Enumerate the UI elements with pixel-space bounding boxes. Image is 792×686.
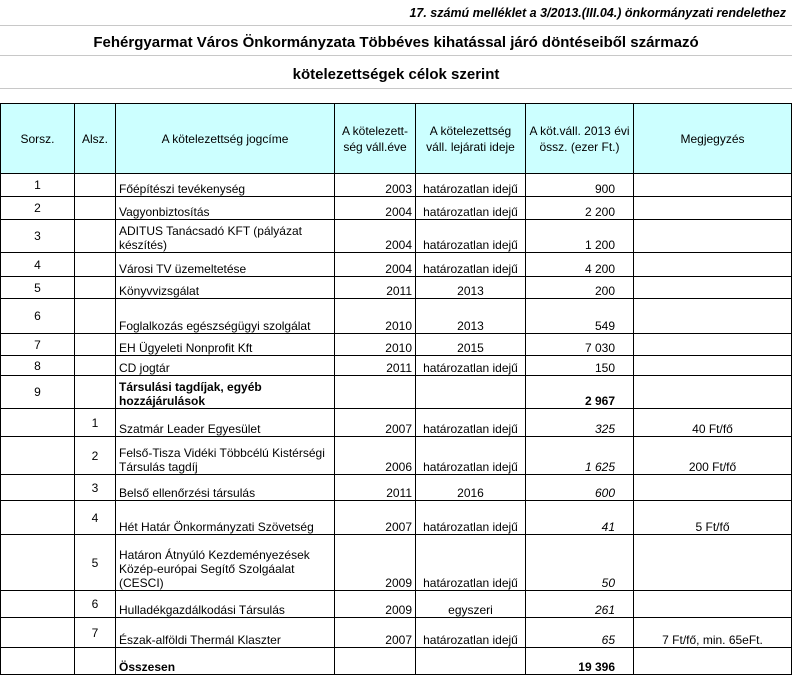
cell-lejarat: 2013 — [416, 299, 526, 334]
cell-jogcim: Belső ellenőrzési társulás — [116, 475, 335, 501]
cell-osszeg: 65 — [526, 618, 634, 648]
cell-jogcim: Szatmár Leader Egyesület — [116, 409, 335, 437]
cell-vall-eve: 2011 — [335, 277, 416, 299]
cell-alsz: 4 — [75, 501, 116, 535]
cell-vall-eve — [335, 376, 416, 409]
cell-lejarat: 2016 — [416, 475, 526, 501]
cell-osszeg: 41 — [526, 501, 634, 535]
cell-lejarat: határozatlan idejű — [416, 501, 526, 535]
table-row — [1, 220, 792, 253]
row-divider — [0, 25, 792, 26]
cell-alsz — [75, 174, 116, 197]
cell-vall-eve: 2007 — [335, 409, 416, 437]
annex-note-italic: 17. számú melléklet a 3/2013.(III.04.) — [409, 6, 622, 20]
cell-osszeg: 2 967 — [526, 376, 634, 409]
cell-jogcim: Főépítészi tevékenység — [116, 174, 335, 197]
cell-empty — [75, 648, 116, 675]
cell-sorsz — [1, 475, 75, 501]
cell-sorsz: 7 — [1, 334, 75, 356]
total-row — [1, 648, 792, 675]
cell-sorsz — [1, 591, 75, 618]
table-row — [1, 334, 792, 356]
cell-sorsz: 9 — [1, 376, 75, 409]
cell-vall-eve: 2004 — [335, 253, 416, 277]
cell-megjegyzes: 5 Ft/fő — [634, 501, 792, 535]
cell-alsz — [75, 253, 116, 277]
table-row — [1, 591, 792, 618]
cell-vall-eve: 2007 — [335, 501, 416, 535]
cell-megjegyzes — [634, 475, 792, 501]
cell-lejarat: határozatlan idejű — [416, 409, 526, 437]
cell-alsz: 1 — [75, 409, 116, 437]
cell-vall-eve: 2011 — [335, 356, 416, 376]
cell-vall-eve: 2006 — [335, 437, 416, 475]
cell-sorsz: 3 — [1, 220, 75, 253]
cell-vall-eve: 2010 — [335, 334, 416, 356]
cell-alsz: 3 — [75, 475, 116, 501]
cell-sorsz — [1, 535, 75, 591]
cell-sorsz: 1 — [1, 174, 75, 197]
table-row — [1, 409, 792, 437]
table-row — [1, 277, 792, 299]
header-osszeg: A köt.váll. 2013 évi össz. (ezer Ft.) — [526, 104, 634, 174]
cell-sorsz — [1, 437, 75, 475]
header-vall-eve: A kötelezett-ség váll.éve — [335, 104, 416, 174]
cell-megjegyzes — [634, 591, 792, 618]
table-row — [1, 475, 792, 501]
page-subtitle: kötelezettségek célok szerint — [292, 66, 500, 83]
header-alsz: Alsz. — [75, 104, 116, 174]
cell-osszeg: 549 — [526, 299, 634, 334]
cell-empty — [634, 648, 792, 675]
table-row — [1, 535, 792, 591]
cell-jogcim: Foglalkozás egészségügyi szolgálat — [116, 299, 335, 334]
cell-lejarat: határozatlan idejű — [416, 253, 526, 277]
cell-sorsz — [1, 618, 75, 648]
total-label: Összesen — [116, 648, 335, 675]
row-divider — [0, 55, 792, 56]
cell-osszeg: 1 625 — [526, 437, 634, 475]
cell-jogcim: Hulladékgazdálkodási Társulás — [116, 591, 335, 618]
table-row — [1, 253, 792, 277]
cell-megjegyzes: 200 Ft/fő — [634, 437, 792, 475]
cell-megjegyzes — [634, 356, 792, 376]
cell-megjegyzes — [634, 299, 792, 334]
cell-sorsz: 6 — [1, 299, 75, 334]
cell-osszeg: 200 — [526, 277, 634, 299]
cell-vall-eve: 2010 — [335, 299, 416, 334]
cell-alsz — [75, 376, 116, 409]
cell-lejarat: egyszeri — [416, 591, 526, 618]
cell-megjegyzes — [634, 220, 792, 253]
cell-megjegyzes — [634, 197, 792, 220]
cell-lejarat: határozatlan idejű — [416, 356, 526, 376]
cell-lejarat: határozatlan idejű — [416, 618, 526, 648]
cell-vall-eve: 2004 — [335, 197, 416, 220]
cell-jogcim: EH Ügyeleti Nonprofit Kft — [116, 334, 335, 356]
cell-alsz — [75, 220, 116, 253]
cell-osszeg: 50 — [526, 535, 634, 591]
cell-osszeg: 4 200 — [526, 253, 634, 277]
cell-vall-eve: 2009 — [335, 591, 416, 618]
cell-osszeg: 7 030 — [526, 334, 634, 356]
cell-jogcim: Felső-Tisza Vidéki Többcélú Kistérségi Társulás tagdíj — [116, 437, 335, 475]
cell-jogcim: Társulási tagdíjak, egyéb hozzájárulások — [116, 376, 335, 409]
cell-lejarat: határozatlan idejű — [416, 174, 526, 197]
cell-osszeg: 2 200 — [526, 197, 634, 220]
cell-sorsz: 8 — [1, 356, 75, 376]
cell-jogcim: Városi TV üzemeltetése — [116, 253, 335, 277]
header-megjegyzes: Megjegyzés — [634, 104, 792, 174]
annex-note — [0, 0, 786, 24]
cell-vall-eve: 2007 — [335, 618, 416, 648]
cell-jogcim: Vagyonbiztosítás — [116, 197, 335, 220]
row-divider — [0, 88, 792, 89]
cell-empty — [1, 648, 75, 675]
annex-note-rest: önkormányzati rendelethez — [621, 6, 786, 20]
cell-alsz: 7 — [75, 618, 116, 648]
cell-jogcim: Könyvvizsgálat — [116, 277, 335, 299]
cell-vall-eve: 2003 — [335, 174, 416, 197]
cell-alsz — [75, 277, 116, 299]
cell-sorsz — [1, 409, 75, 437]
header-jogcim: A kötelezettség jogcíme — [116, 104, 335, 174]
cell-lejarat: határozatlan idejű — [416, 220, 526, 253]
table-row — [1, 437, 792, 475]
cell-lejarat: határozatlan idejű — [416, 197, 526, 220]
cell-alsz — [75, 299, 116, 334]
cell-jogcim: ADITUS Tanácsadó KFT (pályázat készítés) — [116, 220, 335, 253]
cell-jogcim: Észak-alföldi Thermál Klaszter — [116, 618, 335, 648]
cell-sorsz — [1, 501, 75, 535]
cell-alsz: 6 — [75, 591, 116, 618]
total-osszeg: 19 396 — [526, 648, 634, 675]
table-row — [1, 618, 792, 648]
cell-alsz: 5 — [75, 535, 116, 591]
cell-vall-eve: 2009 — [335, 535, 416, 591]
cell-megjegyzes — [634, 277, 792, 299]
table-row — [1, 501, 792, 535]
cell-jogcim: CD jogtár — [116, 356, 335, 376]
cell-lejarat — [416, 376, 526, 409]
cell-lejarat: 2015 — [416, 334, 526, 356]
cell-osszeg: 325 — [526, 409, 634, 437]
cell-empty — [416, 648, 526, 675]
cell-lejarat: határozatlan idejű — [416, 437, 526, 475]
cell-osszeg: 600 — [526, 475, 634, 501]
cell-sorsz: 5 — [1, 277, 75, 299]
cell-megjegyzes — [634, 253, 792, 277]
cell-alsz — [75, 197, 116, 220]
cell-osszeg: 261 — [526, 591, 634, 618]
cell-vall-eve: 2011 — [335, 475, 416, 501]
cell-megjegyzes — [634, 334, 792, 356]
cell-megjegyzes: 7 Ft/fő, min. 65eFt. — [634, 618, 792, 648]
table-row — [1, 174, 792, 197]
table-row — [1, 299, 792, 334]
cell-osszeg: 150 — [526, 356, 634, 376]
cell-osszeg: 1 200 — [526, 220, 634, 253]
cell-sorsz: 2 — [1, 197, 75, 220]
cell-vall-eve: 2004 — [335, 220, 416, 253]
page-title: Fehérgyarmat Város Önkormányzata Többéves kihatással járó döntéseiből származó — [93, 34, 699, 51]
cell-megjegyzes — [634, 376, 792, 409]
cell-lejarat: 2013 — [416, 277, 526, 299]
obligations-table — [0, 103, 792, 675]
table-header-row — [1, 104, 792, 174]
cell-alsz — [75, 356, 116, 376]
cell-jogcim: Hét Határ Önkormányzati Szövetség — [116, 501, 335, 535]
cell-empty — [335, 648, 416, 675]
cell-alsz — [75, 334, 116, 356]
cell-sorsz: 4 — [1, 253, 75, 277]
cell-alsz: 2 — [75, 437, 116, 475]
table-row — [1, 376, 792, 409]
cell-jogcim: Határon Átnyúló Kezdeményezések Közép-európai Segítő Szolgáalat (CESCI) — [116, 535, 335, 591]
cell-megjegyzes: 40 Ft/fő — [634, 409, 792, 437]
cell-megjegyzes — [634, 174, 792, 197]
table-row — [1, 197, 792, 220]
header-lejarat: A kötelezettség váll. lejárati ideje — [416, 104, 526, 174]
cell-lejarat: határozatlan idejű — [416, 535, 526, 591]
cell-megjegyzes — [634, 535, 792, 591]
header-sorsz: Sorsz. — [1, 104, 75, 174]
table-row — [1, 356, 792, 376]
cell-osszeg: 900 — [526, 174, 634, 197]
